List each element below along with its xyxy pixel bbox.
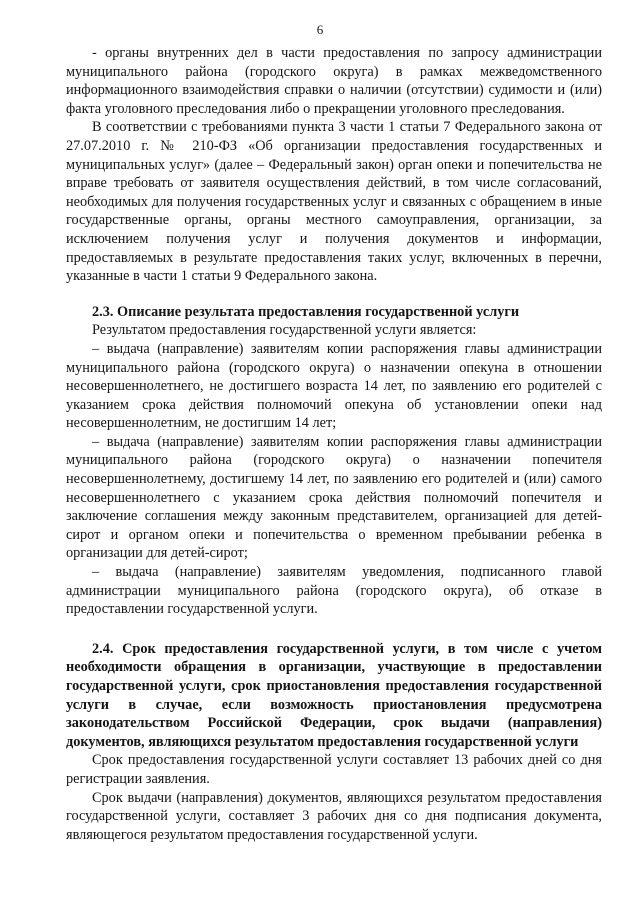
section-2-3-intro: Результатом предоставления государственной услуги является:: [92, 322, 477, 339]
spacer: [66, 286, 602, 303]
section-2-4-term-paragraph: Срок предоставления государственной услуги составляет 13 рабочих дней со дня регистрации заявления.: [66, 752, 602, 787]
spacer: [66, 619, 602, 640]
paragraph-federal-law-requirements: В соответствии с требованиями пункта 3 части 1 статьи 7 Федерального закона от 27.07.2010 г. № 210-ФЗ «Об организации предоставления государственных и муниципальных услуг» (далее – Федеральный закон) орган опеки и попечительства не вправе требовать от заявителя осуществления действий, в том числе согласований, необходимых для получения государственных услуг и связанных с обращением в иные государственные органы, органы местного самоуправления, организации, за исключением получения услуг и получения документов и информации, предоставляемых в результате предоставления таких услуг, включенных в перечни, указанные в части 1 статьи 9 Федерального закона.: [66, 119, 602, 285]
page-number: 6: [316, 22, 324, 37]
result-item-guardian: – выдача (направление) заявителям копии распоряжения главы администрации муниципального района (городского округа) о назначении опекуна в отношении несовершеннолетнего, не достигшего возраста 14 лет, по заявлению его родителей с указанием срока действия полномочий опекуна об установлении опеки над несовершеннолетним, не достигшим 14 лет;: [66, 340, 602, 432]
result-item-refusal: – выдача (направление) заявителям уведомления, подписанного главой администрации муниципального района (городского округа), об отказе в предоставлении государственной услуги.: [66, 564, 602, 618]
result-item-trustee: – выдача (направление) заявителям копии распоряжения главы администрации муниципального района (городского округа) о назначении попечителя несовершеннолетнему, достигшему 14 лет, по заявлению его родителей и (или) самого несовершеннолетнего с указанием срока действия полномочий попечителя и заключение соглашения между законным представителем, организацией для детей-сирот и органом опеки и попечительства о временном пребывании ребенка в организации для детей-сирот;: [66, 433, 602, 562]
paragraph-police-bodies: - органы внутренних дел в части предоставления по запросу администрации муниципального района (городского округа) в рамках межведомственного информационного взаимодействия справки о наличии (отсутствии) судимости и (или) факта уголовного преследования либо о прекращении уголовного преследования.: [66, 45, 602, 117]
section-2-4-heading: 2.4. Срок предоставления государственной услуги, в том числе с учетом необходимости обращения в организации, участвующие в предоставлении государственной услуги, срок приостановления предоставления государственной услуги в случае, если возможность приостановления предусмотрена законодательством Российской Федерации, срок выдачи (направления) документов, являющихся результатом предоставления государственной услуги: [66, 640, 602, 750]
section-2-3-heading: 2.3. Описание результата предоставления государственной услуги: [92, 303, 520, 320]
document-body: [66, 44, 602, 844]
section-2-4-issue-paragraph: Срок выдачи (направления) документов, являющихся результатом предоставления государственной услуги, составляет 3 рабочих дня со дня подписания документа, являющегося результатом предоставления государственной услуги.: [66, 789, 602, 843]
